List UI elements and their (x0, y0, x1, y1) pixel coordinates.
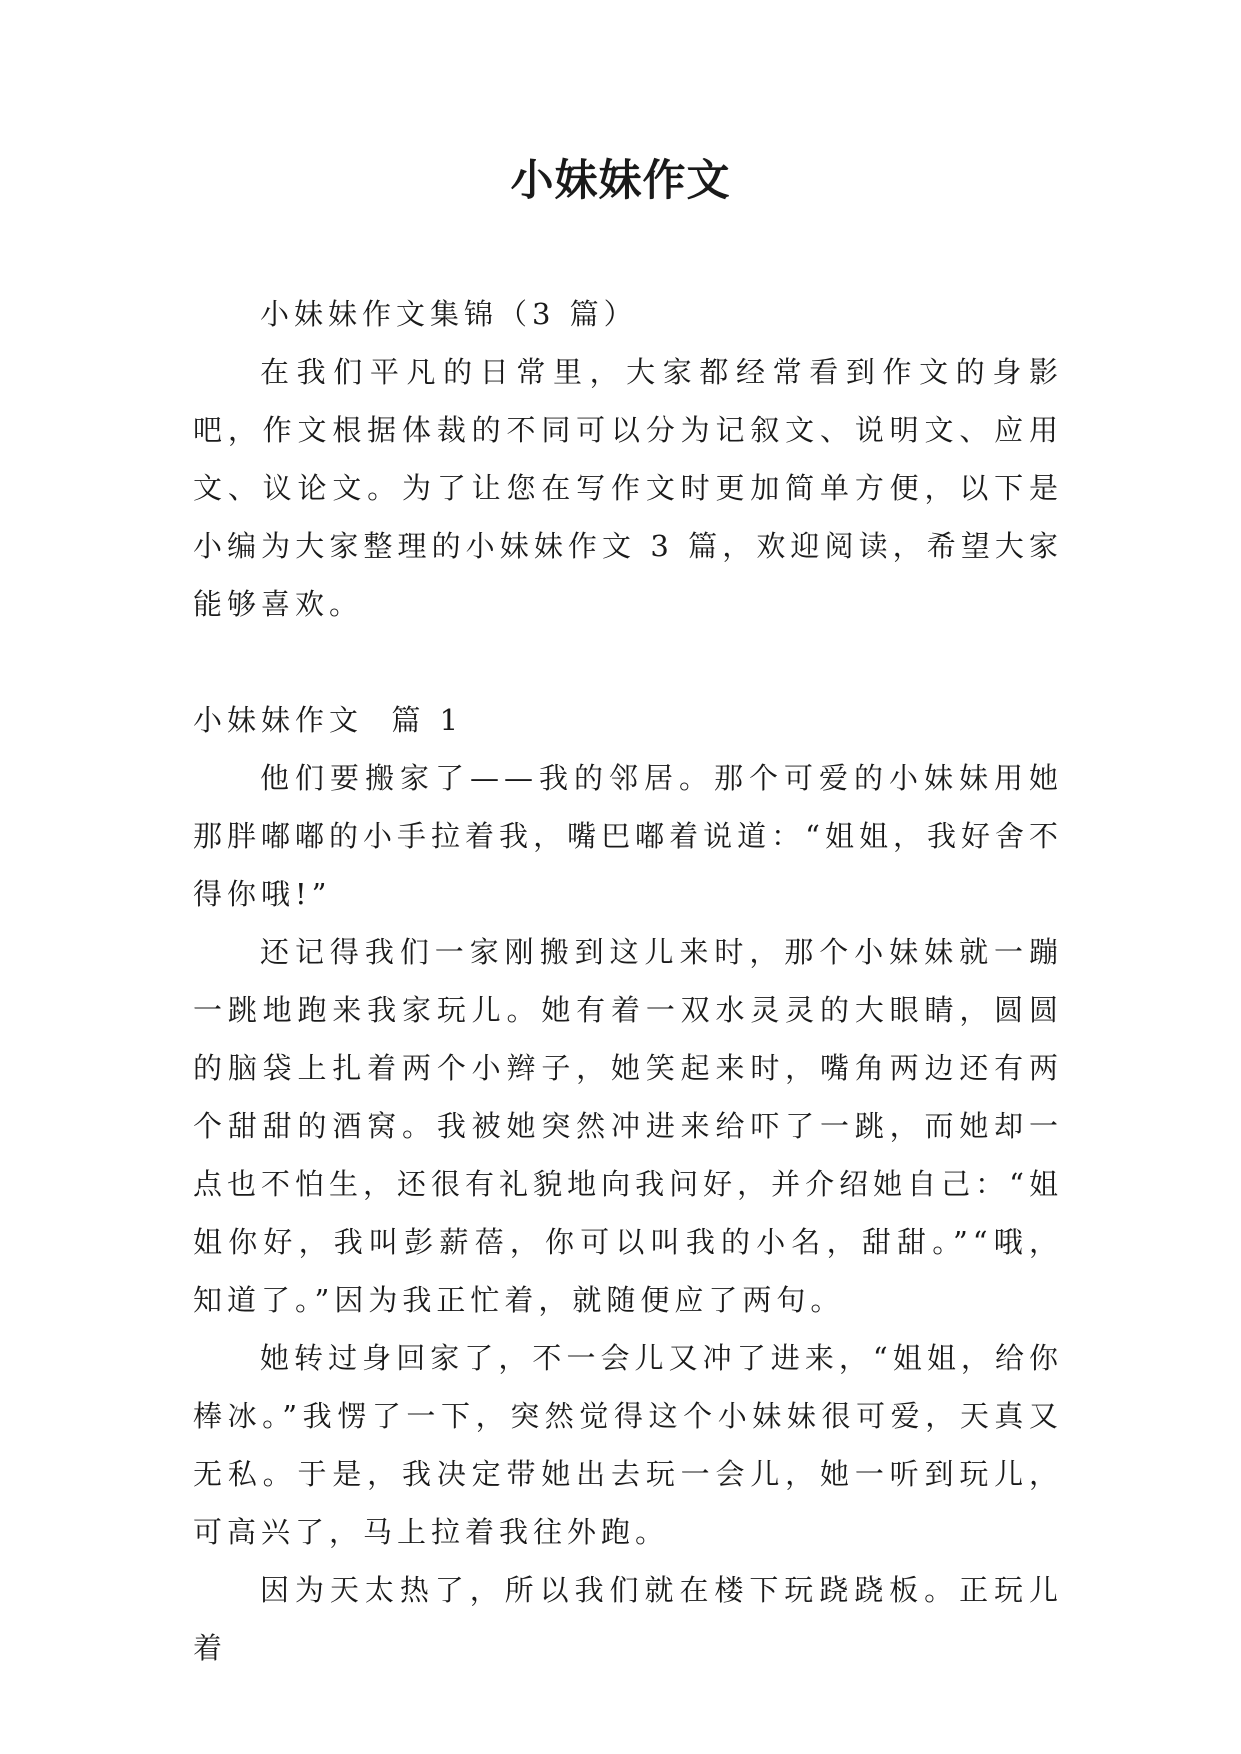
paragraph-2: 还记得我们一家刚搬到这儿来时，那个小妹妹就一蹦一跳地跑来我家玩儿。她有着一双水灵灵的大眼睛，圆圆的脑袋上扎着两个小辫子，她笑起来时，嘴角两边还有两个甜甜的酒窝。我被她突然冲进来给吓了一跳，而她却一点也不怕生，还很有礼貌地向我问好，并介绍她自己：“姐姐你好，我叫彭薪蓓，你可以叫我的小名，甜甜。”“哦，知道了。”因为我正忙着，就随便应了两句。 (193, 935, 1063, 1317)
paragraph-4: 因为天太热了，所以我们就在楼下玩跷跷板。正玩儿着 (193, 1573, 1063, 1665)
document-title: 小妹妹作文 (510, 156, 731, 206)
paragraph-3: 她转过身回家了，不一会儿又冲了进来，“姐姐，给你棒冰。”我愣了一下，突然觉得这个小妹妹很可爱，天真又无私。于是，我决定带她出去玩一会儿，她一听到玩儿，可高兴了，马上拉着我往外跑。 (193, 1341, 1063, 1549)
document-body (193, 285, 1063, 1677)
section-spacer (193, 633, 1063, 691)
collection-subtitle: 小妹妹作文集锦（3 篇） (260, 297, 638, 331)
section-heading: 小妹妹作文 篇 1 (193, 703, 464, 737)
paragraph-1: 他们要搬家了——我的邻居。那个可爱的小妹妹用她那胖嘟嘟的小手拉着我，嘴巴嘟着说道：“姐姐，我好舍不得你哦!” (193, 761, 1063, 911)
intro-paragraph: 在我们平凡的日常里，大家都经常看到作文的身影吧，作文根据体裁的不同可以分为记叙文、说明文、应用文、议论文。为了让您在写作文时更加简单方便，以下是小编为大家整理的小妹妹作文 3 篇，欢迎阅读，希望大家能够喜欢。 (193, 355, 1063, 621)
